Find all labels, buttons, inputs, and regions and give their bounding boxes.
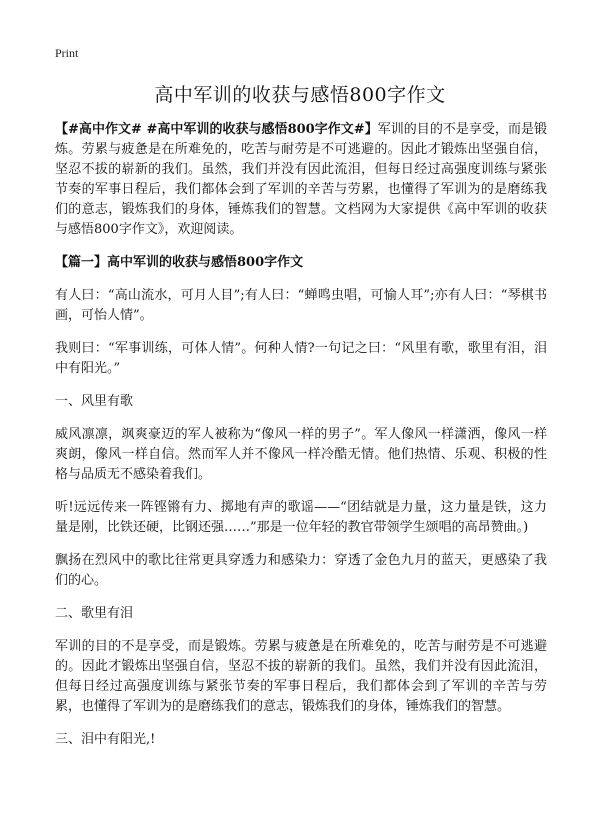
body-paragraph: 我则曰：“军事训练，可体人情”。何种人情?一句记之曰：“风里有歌，歌里有泪，泪中有阳光。”: [55, 341, 547, 376]
body-paragraph: 威风凛凛，飒爽豪迈的军人被称为“像风一样的男子”。军人像风一样潇洒，像风一样爽朗，像风一样自信。然而军人并不像风一样冷酷无情。他们热情、乐观、积极的性格与品质无不感染着我们。: [55, 427, 547, 482]
intro-text: 军训的目的不是享受，而是锻炼。劳累与疲惫是在所难免的，吃苦与耐劳是不可逃避的。因此才锻炼出坚强自信，坚忍不拔的崭新的我们。虽然，我们并没有因此流泪，但每日经过高强度训练与紧张节奏的军事日程后，我们都体会到了军训的辛苦与劳累，也懂得了军训为的是磨练我们的意志，锻炼我们的身体，锤炼我们的智慧。文档网为大家提供《高中军训的收获与感悟800字作文》，欢迎阅读。: [55, 122, 547, 237]
intro-tag: 【#高中作文# #高中军训的收获与感悟800字作文#】: [55, 122, 378, 137]
print-link[interactable]: Print: [55, 46, 79, 60]
document-title: 高中军训的收获与感悟800字作文: [154, 84, 446, 106]
subheading-1: 一、风里有歌: [55, 394, 134, 409]
body-paragraph: 飘扬在烈风中的歌比往常更具穿透力和感染力：穿透了金色九月的蓝天，更感染了我们的心。: [55, 553, 547, 588]
body-paragraph: 有人曰：“高山流水，可月人目”;有人曰：“蝉鸣虫唱，可愉人耳”;亦有人曰：“琴棋书画，可怡人情”。: [55, 288, 547, 323]
body-paragraph: 听!远远传来一阵铿锵有力、掷地有声的歌谣——“团结就是力量，这力量是铁，这力量是刚，比铁还硬，比钢还强……”那是一位年轻的教官带领学生颂唱的高昂赞曲。): [55, 500, 547, 535]
subheading-3: 三、泪中有阳光,!: [55, 732, 156, 747]
intro-paragraph: [55, 120, 547, 240]
document-body: [55, 120, 547, 763]
body-paragraph: 军训的目的不是享受，而是锻炼。劳累与疲惫是在所难免的，吃苦与耐劳是不可逃避的。因此才锻炼出坚强自信，坚忍不拔的崭新的我们。虽然，我们并没有因此流泪，但每日经过高强度训练与紧张节奏的军事日程后，我们都体会到了军训的辛苦与劳累，也懂得了军训为的是磨练我们的意志，锻炼我们的身体，锤炼我们的智慧。: [55, 639, 547, 714]
subheading-2: 二、歌里有泪: [55, 606, 134, 621]
section-heading-1: 【篇一】高中军训的收获与感悟800字作文: [55, 255, 304, 270]
